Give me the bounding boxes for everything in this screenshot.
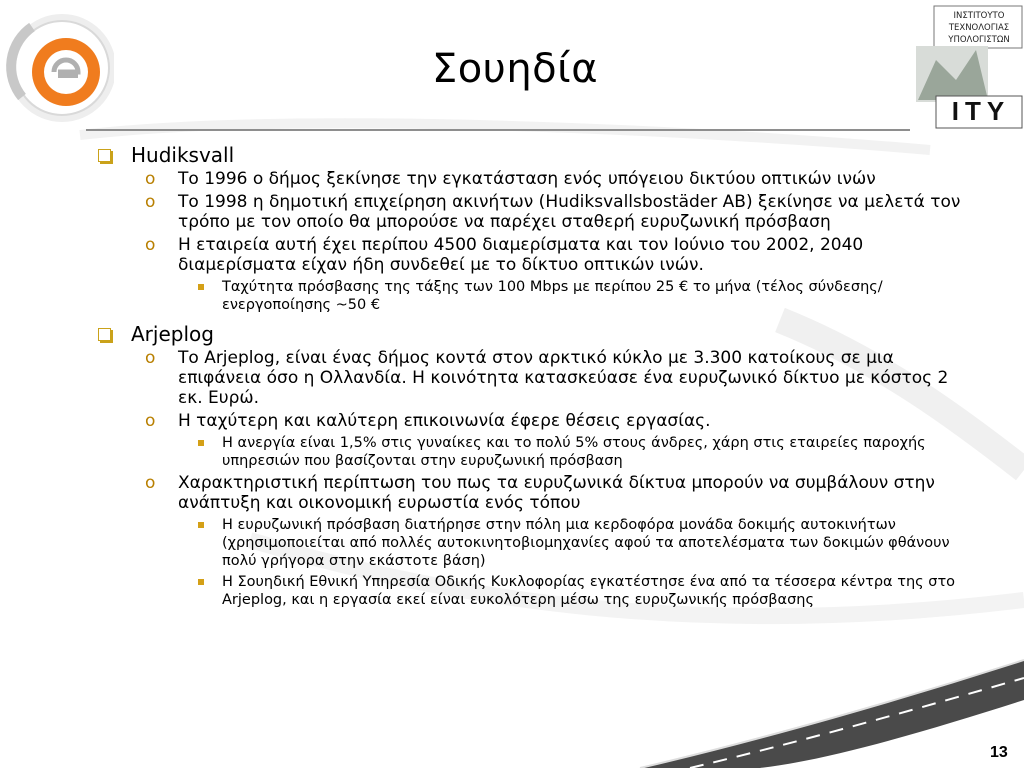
list-item (0, 348, 1024, 408)
circle-bullet-icon: o (145, 169, 156, 189)
title-divider (86, 129, 910, 131)
list-item-text: Χαρακτηριστική περίπτωση του πως τα ευρυζωνικά δίκτυα μπορούν να συμβάλουν στην ανάπτυξη και οικονομική ευρωστία ενός τόπου (178, 473, 935, 513)
slide-content (0, 144, 1024, 609)
section-heading-text: Hudiksvall (131, 143, 235, 167)
list-item (0, 169, 1024, 189)
square-bullet-icon (198, 579, 204, 585)
checkbox-bullet-icon (98, 149, 111, 162)
list-item-text: Το Arjeplog, είναι ένας δήμος κοντά στον αρκτικό κύκλο με 3.300 κατοίκους σε μια επιφάνεια όσο η Ολλανδία. Η κοινότητα κατασκεύασε ένα ευρυζωνικό δίκτυο με κόστος 2 εκ. Ευρώ. (178, 348, 949, 408)
list-item-text: Το 1998 η δημοτική επιχείρηση ακινήτων (Hudiksvallsbostäder AB) ξεκίνησε να μελετά τον τρόπο με τον οποίο θα μπορούσε να παρέχει σταθερή ευρυζωνική πρόσβαση (178, 192, 961, 232)
section-heading (0, 144, 1024, 166)
logo-text-line: ΙΝΣΤΙΤΟΥΤΟ (953, 11, 1005, 21)
slide-number: 13 (990, 744, 1008, 761)
list-item (0, 192, 1024, 232)
circle-bullet-icon: o (145, 411, 156, 431)
circle-bullet-icon: o (145, 235, 156, 255)
organization-logo-left (2, 2, 114, 132)
sub-list-item (0, 573, 1024, 609)
logo-brand: ITY (951, 96, 1011, 126)
sub-list-item (0, 434, 1024, 470)
circle-bullet-icon: o (145, 192, 156, 212)
list-item (0, 473, 1024, 513)
square-bullet-icon (198, 440, 204, 446)
sub-list-item-text: Η Σουηδική Εθνική Υπηρεσία Οδικής Κυκλοφορίας εγκατέστησε ένα από τα τέσσερα κέντρα της στο Arjeplog, και η εργασία εκεί είναι ευκολότερη μέσω της ευρυζωνικής πρόσβασης (222, 574, 956, 608)
page-title: Σουηδία (431, 46, 599, 92)
sub-list-item (0, 516, 1024, 570)
list-item (0, 235, 1024, 275)
list-item (0, 411, 1024, 431)
sub-list-item-text: Η ανεργία είναι 1,5% στις γυναίκες και το πολύ 5% στους άνδρες, χάρη στις εταιρείες παροχής υπηρεσιών που βασίζονται στην ευρυζωνική πρόσβαση (222, 435, 926, 469)
list-item-text: Η εταιρεία αυτή έχει περίπου 4500 διαμερίσματα και τον Ιούνιο του 2002, 2040 διαμερίσματα είχαν ήδη συνδεθεί με το δίκτυο οπτικών ινών. (178, 235, 864, 275)
organization-logo-right (906, 0, 1024, 132)
sub-list-item-text: Ταχύτητα πρόσβασης της τάξης των 100 Mbps με περίπου 25 € το μήνα (τέλος σύνδεσης/ενεργοποίησης ~50 € (222, 279, 883, 313)
square-bullet-icon (198, 284, 204, 290)
section-heading-text: Arjeplog (131, 322, 214, 346)
logo-text-line: ΤΕΧΝΟΛΟΓΙΑΣ (948, 23, 1010, 33)
logo-text-line: ΥΠΟΛΟΓΙΣΤΩΝ (948, 35, 1010, 45)
checkbox-bullet-icon (98, 328, 111, 341)
circle-bullet-icon: o (145, 473, 156, 493)
square-bullet-icon (198, 522, 204, 528)
sub-list-item (0, 278, 1024, 314)
list-item-text: Η ταχύτερη και καλύτερη επικοινωνία έφερε θέσεις εργασίας. (178, 411, 711, 431)
sub-list-item-text: Η ευρυζωνική πρόσβαση διατήρησε στην πόλη μια κερδοφόρα μονάδα δοκιμής αυτοκινήτων (χρησιμοποιείται από πολλές αυτοκινητοβιομηχανίες αφού τα αποτελέσματα των δοκιμών φθάνουν πολύ γρήγορα στην εκάστοτε βάση) (222, 517, 950, 569)
circle-bullet-icon: o (145, 348, 156, 368)
list-item-text: Το 1996 ο δήμος ξεκίνησε την εγκατάσταση ενός υπόγειου δικτύου οπτικών ινών (178, 169, 876, 189)
section-heading (0, 323, 1024, 345)
